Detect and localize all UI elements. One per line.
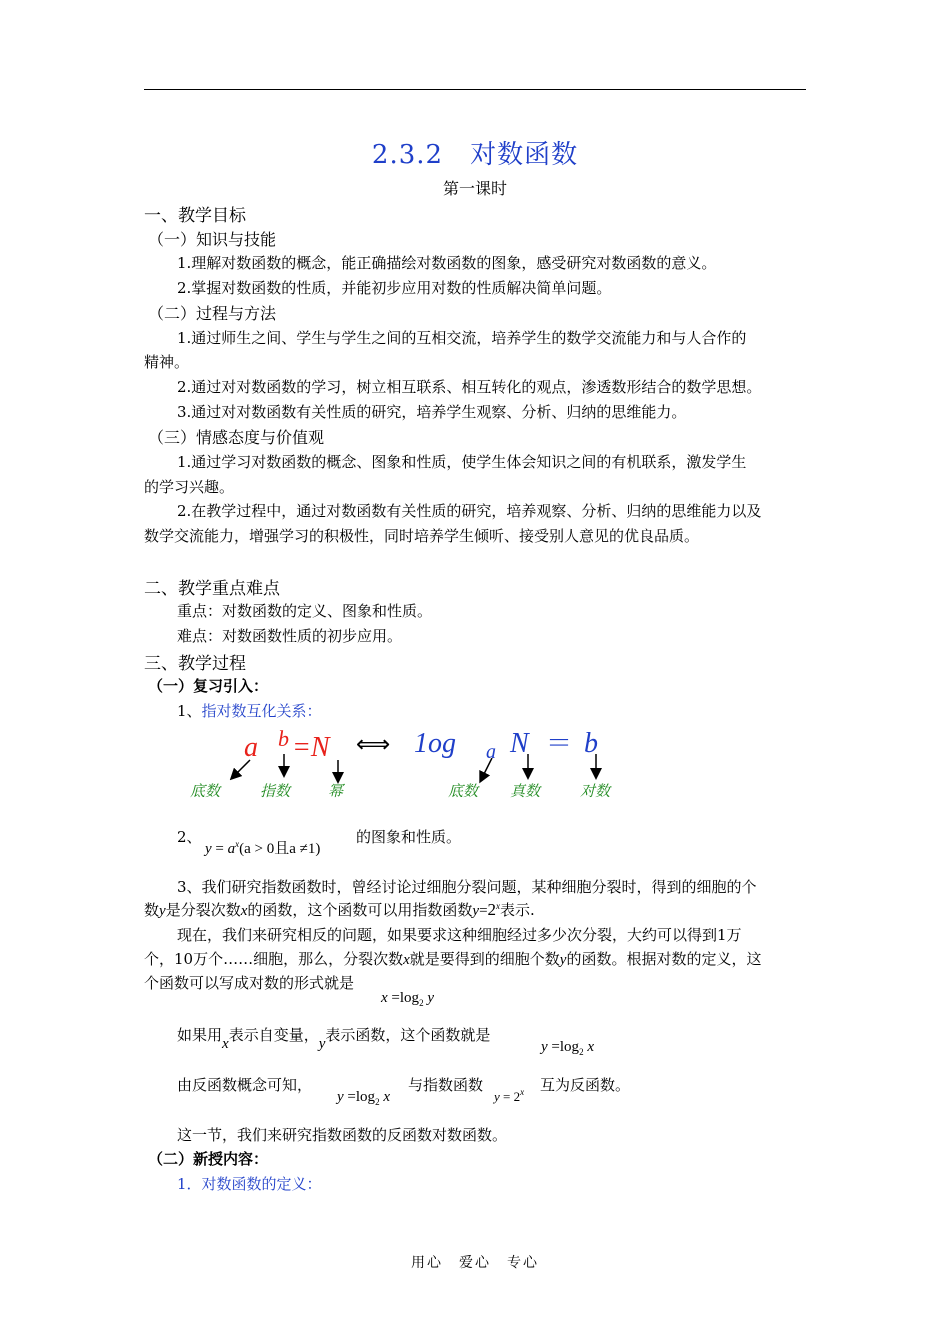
diagram-rb: b (584, 728, 598, 759)
list-item-number: 2、 (177, 828, 202, 846)
paragraph: 由反函数概念可知， (177, 1076, 313, 1094)
paragraph: 现在，我们来研究相反的问题，如果要求这种细胞经过多少次分裂，大约可以得到1万 (177, 926, 742, 944)
paragraph: 3、我们研究指数函数时，曾经讨论过细胞分裂问题，某种细胞分裂时，得到的细胞的个 (177, 878, 757, 896)
paragraph-cont: 数y是分裂次数x的函数，这个函数可以用指数函数$y=2^x$表示. (144, 900, 535, 919)
diagram-log: 1og (414, 728, 456, 759)
label-exponent: 指数 (260, 782, 291, 800)
paragraph: 2.在教学过程中，通过对数函数有关性质的研究，培养观察、分析、归纳的思维能力以及 (177, 502, 762, 520)
diagram-b: b (278, 726, 289, 751)
item-text: 的图象和性质。 (356, 828, 462, 846)
paragraph-cont: 数学交流能力，增强学习的积极性，同时培养学生倾听、接受别人意见的优良品质。 (144, 527, 700, 545)
paragraph: 这一节，我们来研究指数函数的反函数对数函数。 (177, 1126, 508, 1144)
paragraph: 重点：对数函数的定义、图象和性质。 (177, 602, 433, 620)
formula-log-x: $x =\log_2$ y (381, 990, 434, 1008)
subsection-heading: （二）新授内容： (148, 1150, 269, 1168)
formula-log: $y =\log_2$ x (337, 1089, 390, 1107)
diagram-iff: ⟺ (356, 730, 391, 758)
diagram-eq2: ＝ (546, 729, 573, 759)
header-rule (144, 89, 806, 90)
label-log: 对数 (580, 782, 611, 800)
paragraph: 2.掌握对数函数的性质，并能初步应用对数的性质解决简单问题。 (177, 279, 612, 297)
paragraph: 如果用x表示自变量，y表示函数，这个函数就是 (177, 1026, 491, 1052)
section-heading: 二、教学重点难点 (144, 579, 280, 599)
formula-exp2: $y = 2^x$ (494, 1087, 525, 1104)
paragraph: 1.理解对数函数的概念，能正确描绘对数函数的图象，感受研究对数函数的意义。 (177, 254, 717, 272)
list-item: 1．对数函数的定义： (177, 1175, 322, 1193)
label-base-2: 底数 (448, 782, 479, 800)
item-number: 1、 (177, 702, 202, 720)
paragraph: 难点：对数函数性质的初步应用。 (177, 627, 403, 645)
diagram-eq-n: =N (292, 732, 330, 763)
page-footer: 用心 爱心 专心 (411, 1255, 539, 1271)
paragraph-cont: 的学习兴趣。 (144, 478, 235, 496)
log-exp-diagram (180, 722, 640, 804)
paragraph: 1.通过学习对数函数的概念、图象和性质，使学生体会知识之间的有机联系，激发学生 (177, 453, 747, 471)
text-span: 与指数函数 (408, 1076, 484, 1094)
paragraph-cont: 个函数可以写成对数的形式就是 (144, 974, 355, 992)
page-title: 2.3.2 对数函数 (371, 140, 579, 170)
section-heading: 三、教学过程 (144, 654, 246, 674)
subsection-heading: （二）过程与方法 (148, 304, 277, 323)
subsection-heading: （一）复习引入： (148, 677, 269, 695)
list-item (177, 700, 322, 721)
text-span: 互为反函数。 (540, 1076, 631, 1094)
paragraph: 1.通过师生之间、学生与学生之间的互相交流，培养学生的数学交流能力和与人合作的 (177, 329, 747, 347)
diagram-base: a (486, 741, 496, 763)
arrow (234, 760, 250, 776)
diagram-n: N (510, 728, 529, 759)
label-power: 幂 (328, 782, 344, 800)
item-text: 指对数互化关系： (201, 702, 322, 720)
paragraph: 3.通过对对数函数有关性质的研究，培养学生观察、分析、归纳的思维能力。 (177, 403, 687, 421)
page-subtitle: 第一课时 (442, 179, 507, 198)
paragraph-cont: 精神。 (144, 353, 190, 371)
subsection-heading: （一）知识与技能 (148, 230, 277, 249)
section-heading: 一、教学目标 (144, 206, 246, 226)
diagram-a: a (244, 732, 258, 763)
paragraph-cont: 个，10万个……细胞，那么，分裂次数x就是要得到的细胞个数y的函数。根据对数的定义，这 (144, 950, 762, 968)
label-antilog: 真数 (510, 782, 541, 800)
subsection-heading: （三）情感态度与价值观 (148, 428, 325, 447)
label-base: 底数 (190, 782, 221, 800)
formula-exponential: $y = a^x(a > 0$且a ≠1) (205, 839, 321, 857)
paragraph: 2.通过对对数函数的学习，树立相互联系、相互转化的观点，渗透数形结合的数学思想。 (177, 378, 762, 396)
formula-log-y: $y =\log_2$ x (541, 1039, 594, 1057)
